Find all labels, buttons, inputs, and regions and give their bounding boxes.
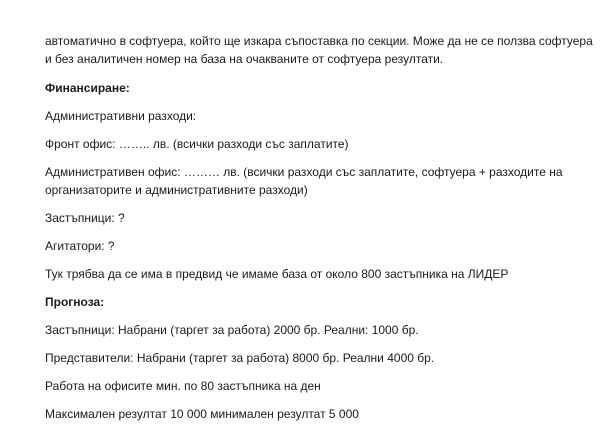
- intro-line-1: автоматично в софтуера, който ще изкара съпоставка по секции. Може да не се ползва софтуера: [45, 34, 593, 48]
- forecast-representatives-text: Застъпници: Набрани (таргет за работа) 2000 бр. Реални: 1000 бр.: [45, 323, 419, 337]
- intro-line-2: и без аналитичен номер на база на очакваните от софтуера резултати.: [45, 52, 444, 66]
- office-work-text: Работа на офисите мин. по 80 застъпника на ден: [45, 379, 321, 393]
- financing-heading: Финансиране:: [45, 81, 130, 95]
- admin-office-paragraph: [45, 163, 570, 199]
- forecast-heading: Прогноза:: [45, 295, 105, 309]
- intro-paragraph: [45, 32, 593, 68]
- representatives-question: Застъпници: ?: [45, 211, 125, 225]
- forecast-delegates-text: Представители: Набрани (таргет за работа) 8000 бр. Реални 4000 бр.: [45, 351, 435, 365]
- admin-office-line-1: Административен офис: ……… лв. (всички разходи със заплатите, софтуера + разходите на: [45, 165, 563, 179]
- admin-expenses-text: Административни разходи:: [45, 109, 197, 123]
- base-note-text: Тук трябва да се има в предвид че имаме база от около 800 застъпника на ЛИДЕР: [45, 267, 509, 281]
- agitators-question: Агитатори: ?: [45, 239, 115, 253]
- admin-office-line-2: организаторите и административните разходи): [45, 183, 308, 197]
- result-range-text: Максимален резултат 10 000 минимален резултат 5 000: [45, 407, 359, 421]
- front-office-text: Фронт офис: …….. лв. (всички разходи със заплатите): [45, 137, 349, 151]
